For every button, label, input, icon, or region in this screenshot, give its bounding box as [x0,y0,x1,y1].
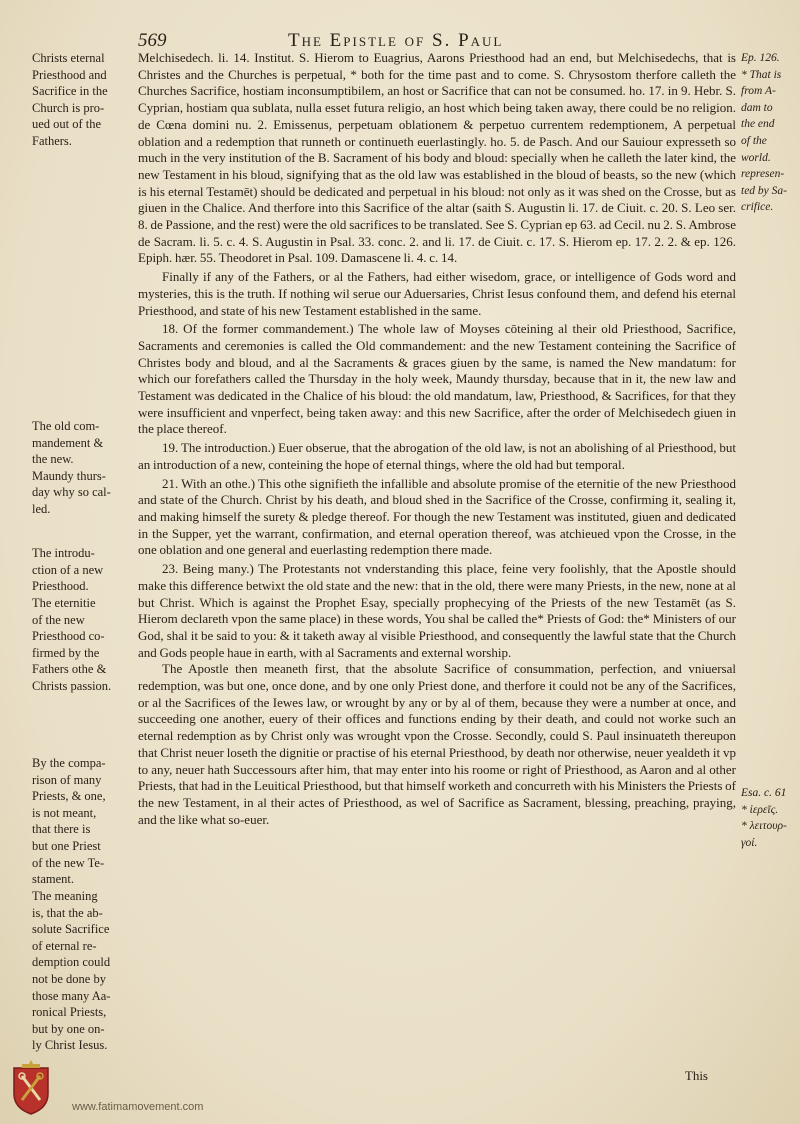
paragraph-being-many: 23. Being many.) The Protestants not vnderstanding this place, feine very foolishly, that the Apostle should make this difference betwixt the old state and the new: that in the old, there were many Priests, in the new, none at al but Christ. Which is against the Prophet Esay, specially prophecying of the Priests of the new Testamēt (as S. Hierom declareth vpon the same place) in these words, You shal be called the* Priests of God: the* Ministers of our God, shal it be said to you: & it taketh away al visible Priesthood, and consequently the lawful state that the Church and Gods people haue in earth, with al Sacraments and external worship. [138,561,736,660]
paragraph-apostle-meaneth: The Apostle then meaneth first, that the absolute Sacrifice of consummation, perfection, and vniuersal redemption, was but one, once done, and by one only Priest done, and therfore it could not be any of the Sacrifices, or al the Sacrifices of the Iewes law, or wrought by any or by al of them, because they were a number at once, and succeeding one another, euery of their offices and functions ending by their death, and could not worke such an eternal redemption as by Christ only was wrought vpon the Crosse. Secondly, could S. Paul insinuateth thereupon that Christ neuer loseth the dignitie or practise of his eternal Priesthood, by death nor otherwise, neuer yealdeth it vp to any, neuer hath Successours after him, that may enter into his roome or right of Priesthood, as Aaron and al other Priests, that had in the Leuitical Priesthood, but that himself worketh and concurreth with his Ministers the Priests of the new Testament, in al their actes of Priesthood, as wel of Sacrifice as Sacrament, blessing, preaching, praying, and the like what so-euer. [138,661,736,827]
paragraph-conclusion: Finally if any of the Fathers, or al the Fathers, had either wisedom, grace, or intelligence of Gods word and mysteries, this is the truth. If nothing wil serue our Aduersaries, Christ Iesus confound them, and defend his eternal Priesthood, and state of his new Testament established in the same. [138,269,736,318]
page-number: 569 [138,30,167,51]
papal-crest-icon [10,1058,52,1116]
paragraph-introduction: 19. The introduction.) Euer obserue, that the abrogation of the old law, is not an abolishing of al Priesthood, but an introduction of a new, conteining the hope of eternal things, where the old had but temporal. [138,440,736,472]
margin-note-comparison-of-priests: By the compa- rison of many Priests, & one, is not meant, that there is but one Priest of the new Te- stament. [32,756,106,887]
paragraph-former-commandement: 18. Of the former commandement.) The whole law of Moyses cōteining al their old Priesthood, Sacrifice, Sacraments and ceremonies is called the Old commandement: and the new Testament conteining the Sacrifice of Christes body and bloud, and al the Sacraments & graces giuen by the same, is named the New mandatum: for which our forefathers called the Thursday in the holy week, Maundy thursday, because that in it, the new law and Testament was dedicated in the Chalice of his bloud: the old mandatum, law, Priesthood, & Sacrifices, for that they were insufficient and vnperfect, being taken away: and this new Sacrifice, after the order of Melchisedech giuen in the place thereof. [138,321,736,437]
paragraph-with-an-othe: 21. With an othe.) This othe signifieth the infallible and absolute promise of the eternitie of the new Priesthood and state of the Church. Christ by his death, and bloud shed in the Sacrifice of the Crosse, confirming it, sealing it, and making himself the surety & pledge thereof. For though the new Testament was instituted, giuen and dedicated in the Supper, yet the warrant, confirmation, and eternal operation thereof, was atchieued vpon the Crosse, in the one oblation and one general and euerlasting redemption there made. [138,475,736,558]
margin-note-meaning: The meaning is, that the ab- solute Sacrifice of eternal re- demption could not be done by those many Aa- ronical Priests, but by one on- ly Christ Iesus. [32,889,111,1053]
running-title: The Epistle of S. Paul [288,30,504,51]
catchword: This [684,1068,708,1083]
margin-note-introduction: The introdu- ction of a new Priesthood. [32,546,104,594]
source-watermark: www.fatimamovement.com [72,1101,204,1113]
paragraph-fathers-testimony: Melchisedech. li. 14. Institut. S. Hierom to Euagrius, Aarons Priesthood had an end, but Melchisedechs, that is Christes and the Churches is perpetual, * both for the time past and to come. S. Chrysostom therfore calleth the Churches Sacrifice, hostiam inconsumptibilem, an host or Sacrifice that can not be consumed. ho. 17. in 9. Hebr. S. Cyprian, hostiam qua sublata, nulla esset futura religio, an host which being taken away, there could be no religion. de Cœna domini nu. 2. Emissenus, perpetuam oblationem & perpetuo currentem redemptionem, A perpetual oblation and a redemption that runneth or continueth euerlastingly. ho. 5. de Pasch. And our Sauiour expresseth so much in the very institution of the B. Sacrament of his body and bloud: specially when he calleth the later kind, the new Testament in his bloud, signifying that as the old law was established in the bloud of beasts, so the new (which is his eternal Testamēt) should be dedicated and perpetual in his bloud: not only as it was shed on the Crosse, but as giuen in the Chalice. And therfore into this Sacrifice of the altar (saith S. Augustin li. 17. de Ciuit. c. 20. S. Leo ser. 8. de Passione, and the rest) were the old sacrifices to be translated. See S. Cyprian ep 63. ad Cecil. nu 2. S. Ambrose de Sacram. li. 5. c. 4. S. Augustin in Psal. 33. conc. 2. and li. 17. de Ciuit. c. 17. S. Hierom ep. 17. 2. 2. & ep. 126. Epiph. hær. 55. Theodoret in Psal. 109. Damascene li. 4. c. 14. [138,50,736,266]
body-text [138,50,736,828]
margin-note-esay-ref: Esa. c. 61 * ἱερεῖς. * λειτουρ- γοί. [741,787,787,849]
margin-note-eternitie: The eternitie of the new Priesthood co- firmed by the Fathers othe & Christs passion. [32,596,112,693]
margin-note-old-and-new-commandement: The old com- mandement & the new. Maundy thurs- day why so cal- led. [32,419,111,516]
margin-note-epistle-ref: Ep. 126. * That is from A- dam to the end of the world. represen- ted by Sa- crifice. [741,52,787,214]
margin-note-eternal-priesthood: Christs eternal Priesthood and Sacrifice in the Church is pro- ued out of the Fathers. [32,51,108,148]
